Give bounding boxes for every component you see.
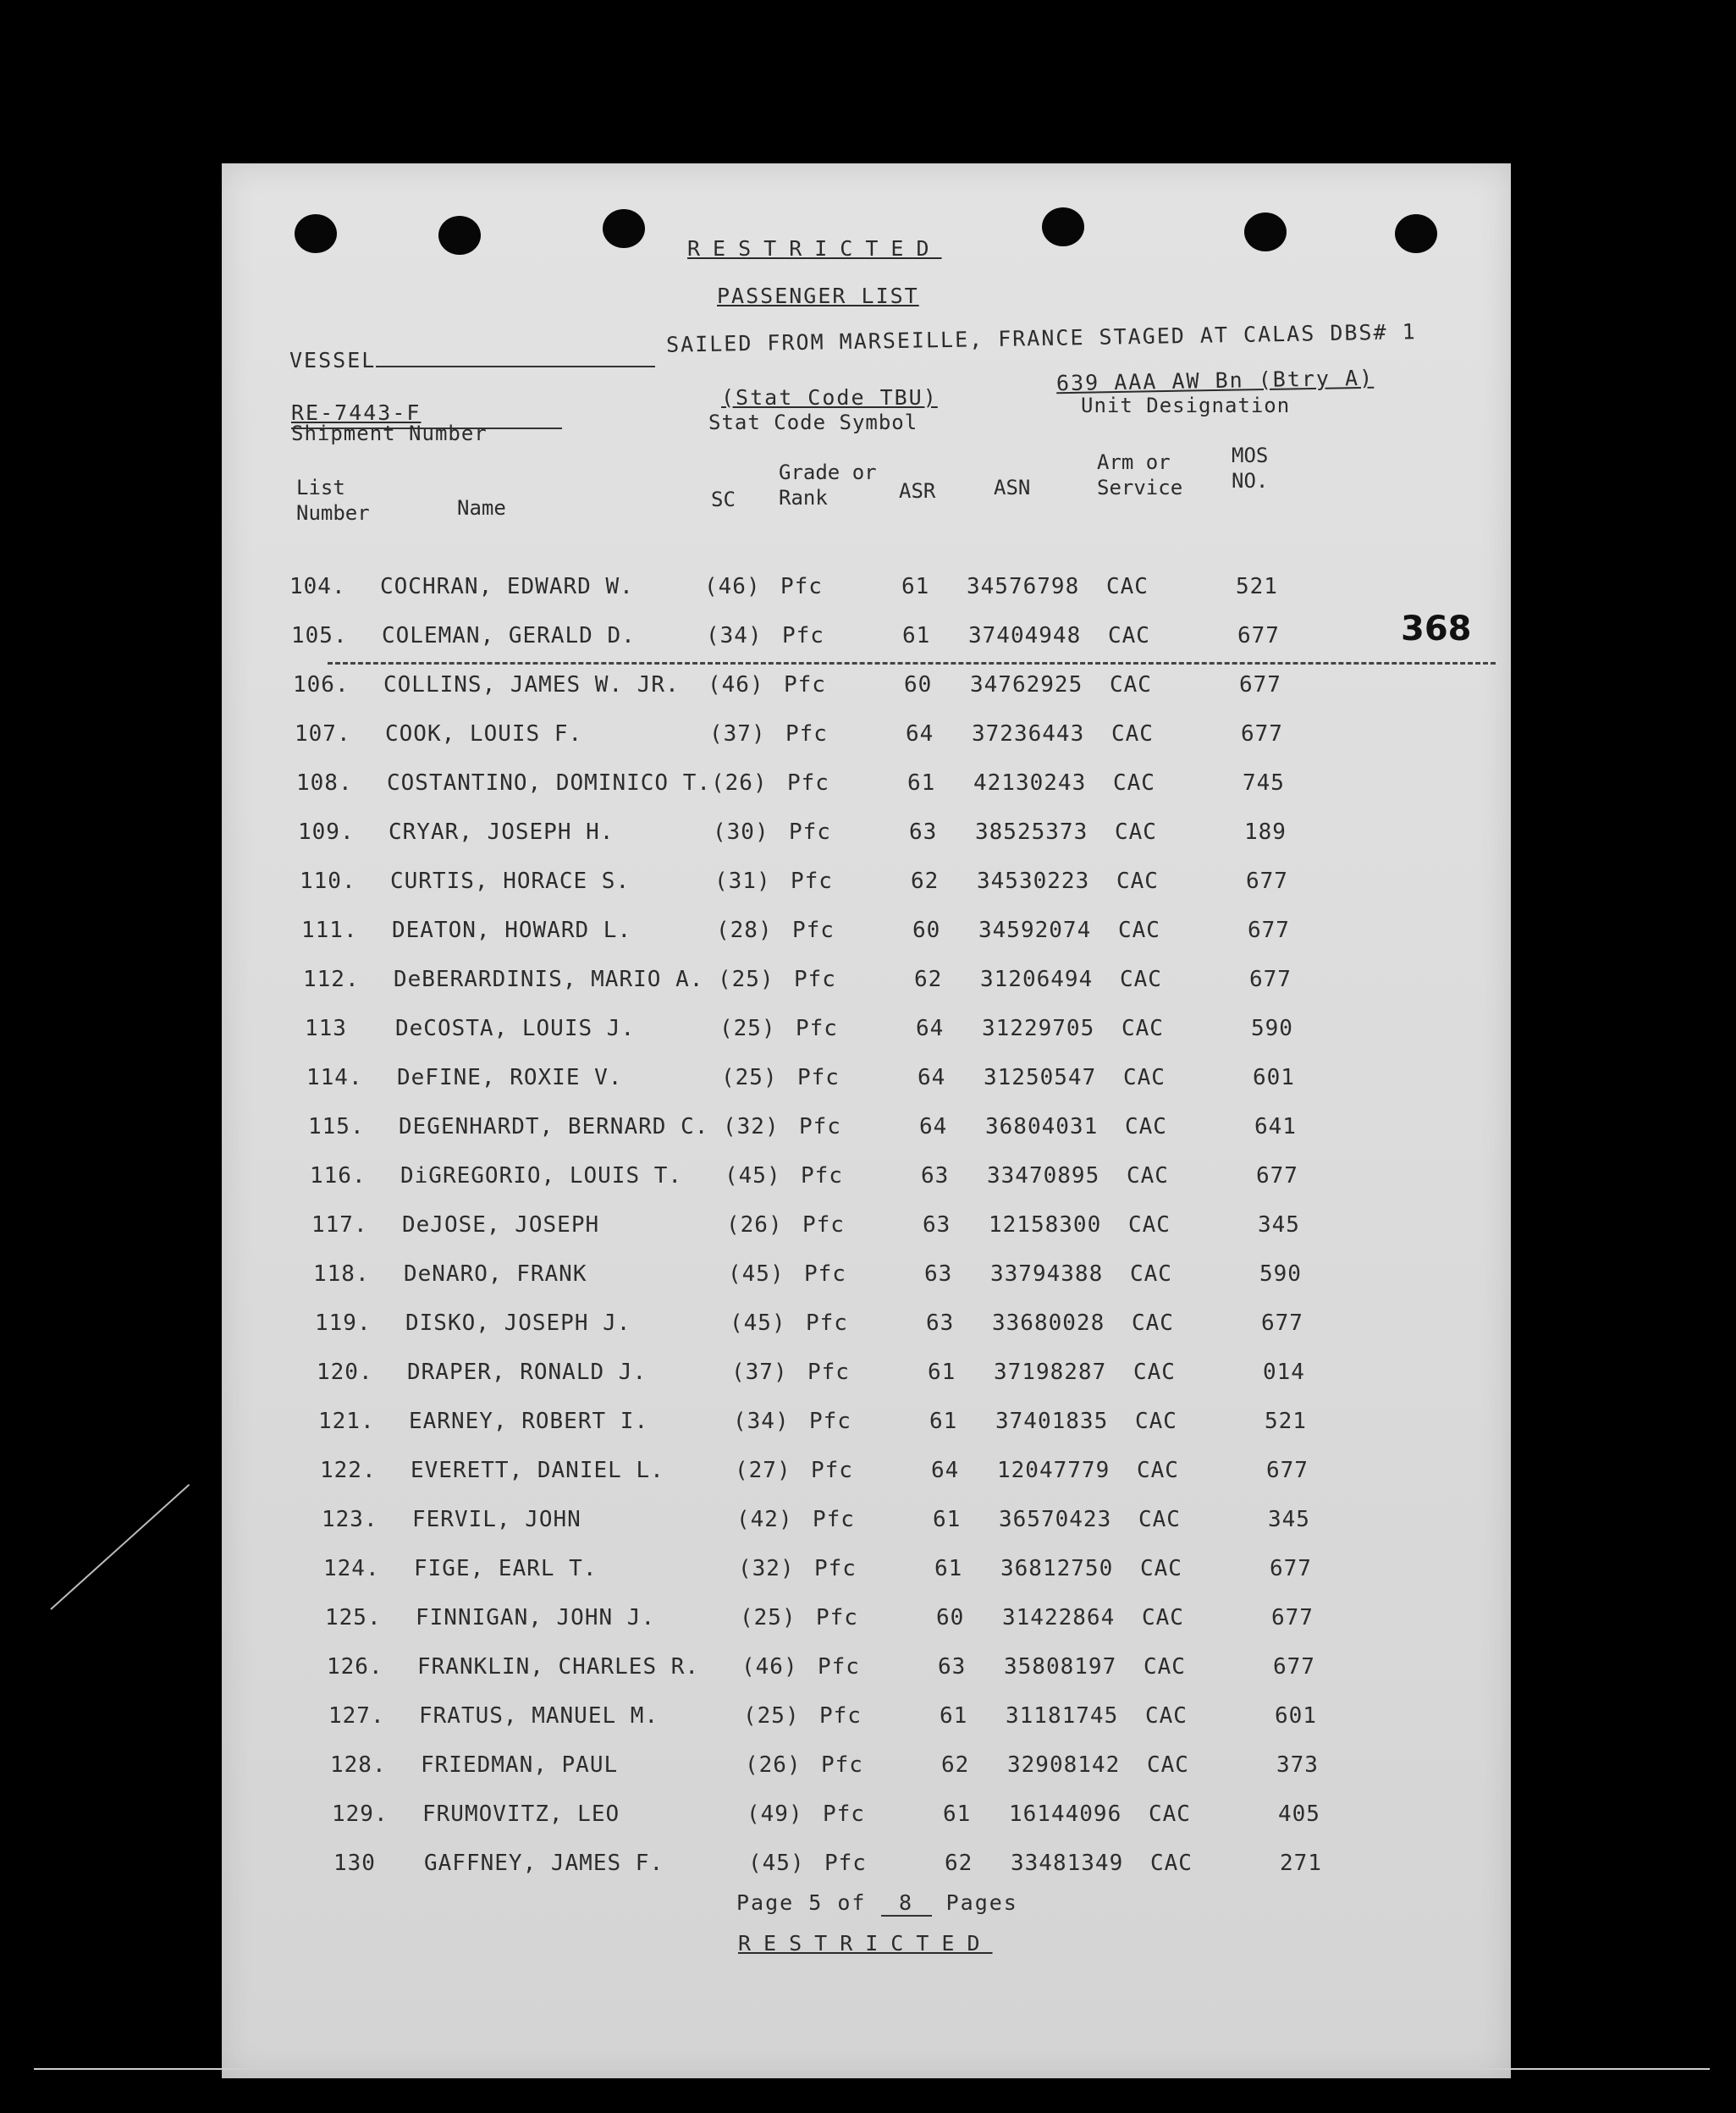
row-asn: 37236443 <box>972 721 1085 747</box>
row-sc: (34) <box>706 623 763 648</box>
row-name: DiGREGORIO, LOUIS T. <box>400 1163 683 1189</box>
punch-hole <box>1395 214 1437 253</box>
row-grade: Pfc <box>787 770 829 796</box>
row-name: FIGE, EARL T. <box>414 1556 598 1581</box>
unit-designation-label: Unit Designation <box>1081 394 1291 417</box>
row-number: 130 <box>333 1851 376 1876</box>
row-sc: (25) <box>740 1605 796 1630</box>
row-asr: 62 <box>941 1752 970 1778</box>
row-arm: CAC <box>1125 1114 1167 1139</box>
row-name: COCHRAN, EDWARD W. <box>380 574 634 599</box>
restricted-footer: RESTRICTED <box>738 1931 993 1956</box>
row-sc: (46) <box>741 1654 798 1680</box>
row-name: COOK, LOUIS F. <box>385 721 583 747</box>
row-asr: 61 <box>907 770 936 796</box>
row-name: FRATUS, MANUEL M. <box>419 1703 659 1729</box>
table-row <box>222 1556 1511 1605</box>
table-row <box>222 967 1511 1016</box>
shipment-label: Shipment Number <box>291 422 488 445</box>
row-arm: CAC <box>1137 1458 1179 1483</box>
col-arm-line2: Service <box>1097 476 1183 499</box>
row-mos: 601 <box>1275 1703 1317 1729</box>
row-arm: CAC <box>1108 623 1150 648</box>
row-mos: 521 <box>1265 1409 1307 1434</box>
row-asn: 42130243 <box>973 770 1087 796</box>
table-row <box>222 1507 1511 1556</box>
row-number: 118. <box>313 1261 370 1287</box>
table-row <box>222 672 1511 721</box>
row-grade: Pfc <box>816 1605 858 1630</box>
row-grade: Pfc <box>780 574 823 599</box>
row-mos: 641 <box>1254 1114 1297 1139</box>
row-mos: 677 <box>1256 1163 1298 1189</box>
row-sc: (26) <box>726 1212 783 1238</box>
row-name: DISKO, JOSEPH J. <box>405 1310 631 1336</box>
row-number: 119. <box>315 1310 372 1336</box>
row-asr: 63 <box>924 1261 953 1287</box>
row-mos: 677 <box>1266 1458 1309 1483</box>
row-asr: 61 <box>933 1507 962 1532</box>
row-asr: 63 <box>923 1212 951 1238</box>
row-asr: 61 <box>901 574 930 599</box>
table-row <box>222 1261 1511 1310</box>
row-mos: 677 <box>1248 918 1290 943</box>
row-grade: Pfc <box>791 869 833 894</box>
document-title: PASSENGER LIST <box>717 284 919 308</box>
table-row <box>222 1409 1511 1458</box>
table-row <box>222 721 1511 770</box>
row-asn: 34530223 <box>977 869 1090 894</box>
row-grade: Pfc <box>799 1114 841 1139</box>
row-grade: Pfc <box>797 1065 840 1090</box>
table-row <box>222 1360 1511 1409</box>
row-asn: 36812750 <box>1000 1556 1114 1581</box>
row-asr: 61 <box>902 623 931 648</box>
row-name: DeBERARDINIS, MARIO A. <box>394 967 704 992</box>
row-sc: (25) <box>743 1703 800 1729</box>
scan-scratch <box>50 1484 190 1610</box>
row-mos: 677 <box>1261 1310 1303 1336</box>
row-mos: 677 <box>1249 967 1292 992</box>
row-asn: 37198287 <box>994 1360 1107 1385</box>
table-row <box>222 1114 1511 1163</box>
row-arm: CAC <box>1132 1310 1174 1336</box>
row-asn: 34576798 <box>967 574 1080 599</box>
row-arm: CAC <box>1110 672 1152 698</box>
row-sc: (46) <box>708 672 764 698</box>
row-name: COSTANTINO, DOMINICO T. <box>387 770 712 796</box>
col-asr: ASR <box>899 479 936 503</box>
row-asr: 61 <box>928 1360 956 1385</box>
row-arm: CAC <box>1142 1605 1184 1630</box>
col-grade-line1: Grade or <box>779 461 877 484</box>
row-number: 112. <box>303 967 360 992</box>
row-arm: CAC <box>1149 1801 1191 1827</box>
row-number: 122. <box>320 1458 377 1483</box>
row-grade: Pfc <box>804 1261 846 1287</box>
row-number: 113 <box>305 1016 347 1041</box>
row-asn: 33680028 <box>992 1310 1105 1336</box>
row-asn: 31206494 <box>980 967 1094 992</box>
row-number: 124. <box>323 1556 380 1581</box>
vessel-blank <box>376 366 655 367</box>
row-asr: 64 <box>918 1065 946 1090</box>
row-asn: 33470895 <box>987 1163 1100 1189</box>
row-name: FRUMOVITZ, LEO <box>422 1801 620 1827</box>
row-asr: 64 <box>919 1114 948 1139</box>
row-asr: 62 <box>914 967 943 992</box>
row-asn: 32908142 <box>1007 1752 1121 1778</box>
row-sc: (37) <box>731 1360 788 1385</box>
row-sc: (25) <box>721 1065 778 1090</box>
table-row <box>222 574 1511 623</box>
row-grade: Pfc <box>814 1556 857 1581</box>
row-asn: 36804031 <box>985 1114 1099 1139</box>
row-number: 123. <box>322 1507 378 1532</box>
row-arm: CAC <box>1130 1261 1172 1287</box>
row-name: EVERETT, DANIEL L. <box>411 1458 664 1483</box>
row-asr: 62 <box>945 1851 973 1876</box>
row-arm: CAC <box>1106 574 1149 599</box>
table-row <box>222 623 1511 672</box>
col-arm <box>1097 450 1182 500</box>
row-mos: 677 <box>1246 869 1288 894</box>
row-number: 126. <box>327 1654 383 1680</box>
punch-hole <box>438 216 481 255</box>
table-row <box>222 1752 1511 1801</box>
row-sc: (25) <box>718 967 774 992</box>
row-asr: 61 <box>929 1409 958 1434</box>
row-name: CURTIS, HORACE S. <box>390 869 631 894</box>
row-sc: (37) <box>709 721 766 747</box>
row-grade: Pfc <box>823 1801 865 1827</box>
row-name: DEGENHARDT, BERNARD C. <box>399 1114 709 1139</box>
row-mos: 677 <box>1270 1556 1312 1581</box>
page-suffix: Pages <box>945 1890 1018 1915</box>
row-mos: 590 <box>1251 1016 1293 1041</box>
row-name: DEATON, HOWARD L. <box>392 918 632 943</box>
row-sc: (45) <box>748 1851 805 1876</box>
row-arm: CAC <box>1115 819 1157 845</box>
row-name: DRAPER, RONALD J. <box>407 1360 648 1385</box>
row-grade: Pfc <box>806 1310 848 1336</box>
table-row <box>222 869 1511 918</box>
row-asn: 34762925 <box>970 672 1083 698</box>
row-grade: Pfc <box>801 1163 843 1189</box>
col-list-number-line1: List <box>296 476 345 499</box>
row-sc: (32) <box>738 1556 795 1581</box>
table-row <box>222 918 1511 967</box>
col-mos-line2: NO. <box>1232 469 1269 493</box>
row-sc: (32) <box>723 1114 780 1139</box>
row-arm: CAC <box>1120 967 1162 992</box>
row-grade: Pfc <box>785 721 828 747</box>
row-mos: 521 <box>1236 574 1278 599</box>
restricted-heading: RESTRICTED <box>687 236 942 261</box>
row-mos: 345 <box>1268 1507 1310 1532</box>
col-grade <box>779 460 877 510</box>
row-sc: (28) <box>716 918 773 943</box>
row-sc: (30) <box>713 819 769 845</box>
row-number: 105. <box>291 623 348 648</box>
row-asn: 38525373 <box>975 819 1088 845</box>
row-asr: 61 <box>940 1703 968 1729</box>
row-asr: 63 <box>926 1310 955 1336</box>
row-arm: CAC <box>1128 1212 1171 1238</box>
row-asr: 61 <box>943 1801 972 1827</box>
scan-edge-line <box>34 2068 1710 2070</box>
table-row <box>222 1605 1511 1654</box>
row-arm: CAC <box>1122 1016 1164 1041</box>
row-sc: (25) <box>719 1016 776 1041</box>
row-mos: 373 <box>1276 1752 1319 1778</box>
col-mos <box>1232 443 1268 494</box>
row-name: EARNEY, ROBERT I. <box>409 1409 649 1434</box>
row-grade: Pfc <box>811 1458 853 1483</box>
row-name: FRANKLIN, CHARLES R. <box>417 1654 700 1680</box>
row-grade: Pfc <box>802 1212 845 1238</box>
row-number: 108. <box>296 770 353 796</box>
row-grade: Pfc <box>792 918 835 943</box>
page-indicator <box>736 1890 1018 1917</box>
row-number: 106. <box>293 672 350 698</box>
row-arm: CAC <box>1140 1556 1182 1581</box>
col-mos-line1: MOS <box>1232 444 1269 467</box>
row-arm: CAC <box>1135 1409 1177 1434</box>
row-asr: 60 <box>936 1605 965 1630</box>
row-asn: 36570423 <box>999 1507 1112 1532</box>
row-sc: (42) <box>736 1507 793 1532</box>
col-grade-line2: Rank <box>779 486 828 510</box>
row-name: FERVIL, JOHN <box>412 1507 581 1532</box>
row-grade: Pfc <box>824 1851 867 1876</box>
table-row <box>222 1065 1511 1114</box>
row-arm: CAC <box>1147 1752 1189 1778</box>
row-arm: CAC <box>1127 1163 1169 1189</box>
row-mos: 677 <box>1241 721 1283 747</box>
punch-hole <box>1244 212 1287 251</box>
row-name: DeNARO, FRANK <box>404 1261 587 1287</box>
row-number: 109. <box>298 819 355 845</box>
row-asn: 34592074 <box>978 918 1092 943</box>
row-name: FRIEDMAN, PAUL <box>421 1752 619 1778</box>
punch-hole <box>603 209 645 248</box>
row-number: 110. <box>300 869 356 894</box>
row-number: 117. <box>311 1212 368 1238</box>
table-row <box>222 1458 1511 1507</box>
row-mos: 014 <box>1263 1360 1305 1385</box>
row-asr: 63 <box>921 1163 950 1189</box>
row-asr: 60 <box>904 672 933 698</box>
punch-hole <box>1042 207 1084 246</box>
row-name: FINNIGAN, JOHN J. <box>416 1605 656 1630</box>
row-asr: 64 <box>931 1458 960 1483</box>
row-sc: (26) <box>745 1752 802 1778</box>
row-asr: 60 <box>912 918 941 943</box>
row-number: 104. <box>289 574 346 599</box>
row-number: 128. <box>330 1752 387 1778</box>
row-sc: (31) <box>714 869 771 894</box>
row-mos: 405 <box>1278 1801 1320 1827</box>
row-asn: 12158300 <box>989 1212 1102 1238</box>
row-grade: Pfc <box>821 1752 863 1778</box>
row-number: 120. <box>317 1360 373 1385</box>
row-name: CRYAR, JOSEPH H. <box>389 819 614 845</box>
row-name: GAFFNEY, JAMES F. <box>424 1851 664 1876</box>
row-grade: Pfc <box>818 1654 860 1680</box>
row-sc: (34) <box>733 1409 790 1434</box>
row-grade: Pfc <box>784 672 826 698</box>
row-asr: 62 <box>911 869 940 894</box>
row-mos: 677 <box>1237 623 1280 648</box>
shipment-number: RE-7443-F <box>291 400 422 425</box>
row-number: 116. <box>310 1163 366 1189</box>
col-sc: SC <box>711 488 736 511</box>
table-row <box>222 1163 1511 1212</box>
row-asr: 63 <box>909 819 938 845</box>
row-number: 121. <box>318 1409 375 1434</box>
page-prefix: Page 5 of <box>736 1890 867 1915</box>
vessel-label <box>289 348 655 372</box>
table-row <box>222 819 1511 869</box>
row-asn: 31229705 <box>982 1016 1095 1041</box>
row-number: 129. <box>332 1801 389 1827</box>
archive-stamp-number: 368 <box>1401 610 1472 648</box>
row-sc: (46) <box>704 574 761 599</box>
row-number: 125. <box>325 1605 382 1630</box>
row-grade: Pfc <box>809 1409 851 1434</box>
table-row <box>222 770 1511 819</box>
row-name: COLEMAN, GERALD D. <box>382 623 636 648</box>
table-row <box>222 1703 1511 1752</box>
document-page <box>222 163 1511 2078</box>
row-arm: CAC <box>1118 918 1160 943</box>
row-asr: 63 <box>938 1654 967 1680</box>
row-asn: 31422864 <box>1002 1605 1116 1630</box>
row-sc: (45) <box>728 1261 785 1287</box>
row-sc: (27) <box>735 1458 791 1483</box>
row-mos: 590 <box>1259 1261 1302 1287</box>
row-asn: 31181745 <box>1006 1703 1119 1729</box>
row-number: 127. <box>328 1703 385 1729</box>
row-grade: Pfc <box>789 819 831 845</box>
row-sc: (26) <box>711 770 768 796</box>
row-number: 107. <box>295 721 351 747</box>
vessel-label-text: VESSEL <box>289 348 377 372</box>
row-grade: Pfc <box>813 1507 855 1532</box>
table-row <box>222 1801 1511 1851</box>
row-number: 114. <box>306 1065 363 1090</box>
row-arm: CAC <box>1123 1065 1166 1090</box>
row-grade: Pfc <box>796 1016 838 1041</box>
row-asn: 37401835 <box>995 1409 1109 1434</box>
punch-hole <box>295 214 337 253</box>
row-sc: (45) <box>730 1310 786 1336</box>
row-arm: CAC <box>1111 721 1154 747</box>
row-grade: Pfc <box>794 967 836 992</box>
row-asn: 33794388 <box>990 1261 1104 1287</box>
row-mos: 677 <box>1239 672 1281 698</box>
row-mos: 601 <box>1253 1065 1295 1090</box>
row-sc: (45) <box>725 1163 781 1189</box>
unit-designation: 639 AAA AW Bn (Btry A) <box>1055 365 1375 396</box>
row-name: COLLINS, JAMES W. JR. <box>383 672 680 698</box>
row-name: DeJOSE, JOSEPH <box>402 1212 600 1238</box>
row-asr: 61 <box>934 1556 963 1581</box>
col-list-number-line2: Number <box>296 501 370 525</box>
row-arm: CAC <box>1150 1851 1193 1876</box>
row-arm: CAC <box>1138 1507 1181 1532</box>
stat-code-label: Stat Code Symbol <box>708 411 918 434</box>
row-asn: 37404948 <box>968 623 1082 648</box>
row-asn: 16144096 <box>1009 1801 1122 1827</box>
col-asn: ASN <box>994 476 1031 499</box>
row-mos: 271 <box>1280 1851 1322 1876</box>
page-total: 8 <box>881 1890 932 1917</box>
row-asn: 33481349 <box>1011 1851 1124 1876</box>
col-name: Name <box>457 496 506 520</box>
row-sc: (49) <box>747 1801 803 1827</box>
row-asn: 12047779 <box>997 1458 1110 1483</box>
row-number: 115. <box>308 1114 365 1139</box>
row-grade: Pfc <box>807 1360 850 1385</box>
row-asr: 64 <box>916 1016 945 1041</box>
row-asn: 31250547 <box>984 1065 1097 1090</box>
table-row <box>222 1016 1511 1065</box>
row-grade: Pfc <box>782 623 824 648</box>
row-arm: CAC <box>1145 1703 1188 1729</box>
table-row <box>222 1310 1511 1360</box>
row-number: 111. <box>301 918 358 943</box>
row-arm: CAC <box>1116 869 1159 894</box>
row-asr: 64 <box>906 721 934 747</box>
table-row <box>222 1212 1511 1261</box>
row-mos: 677 <box>1273 1654 1315 1680</box>
col-arm-line1: Arm or <box>1097 450 1171 474</box>
col-list-number <box>296 475 370 526</box>
sailed-from: SAILED FROM MARSEILLE, FRANCE STAGED AT CALAS DBS# 1 <box>665 319 1417 357</box>
row-mos: 677 <box>1271 1605 1314 1630</box>
stat-code: (Stat Code TBU) <box>721 385 938 410</box>
row-mos: 745 <box>1243 770 1285 796</box>
row-asn: 35808197 <box>1004 1654 1117 1680</box>
row-arm: CAC <box>1133 1360 1176 1385</box>
row-name: DeCOSTA, LOUIS J. <box>395 1016 636 1041</box>
row-mos: 189 <box>1244 819 1287 845</box>
table-row <box>222 1654 1511 1703</box>
row-arm: CAC <box>1113 770 1155 796</box>
row-name: DeFINE, ROXIE V. <box>397 1065 623 1090</box>
row-arm: CAC <box>1144 1654 1186 1680</box>
row-mos: 345 <box>1258 1212 1300 1238</box>
row-grade: Pfc <box>819 1703 862 1729</box>
